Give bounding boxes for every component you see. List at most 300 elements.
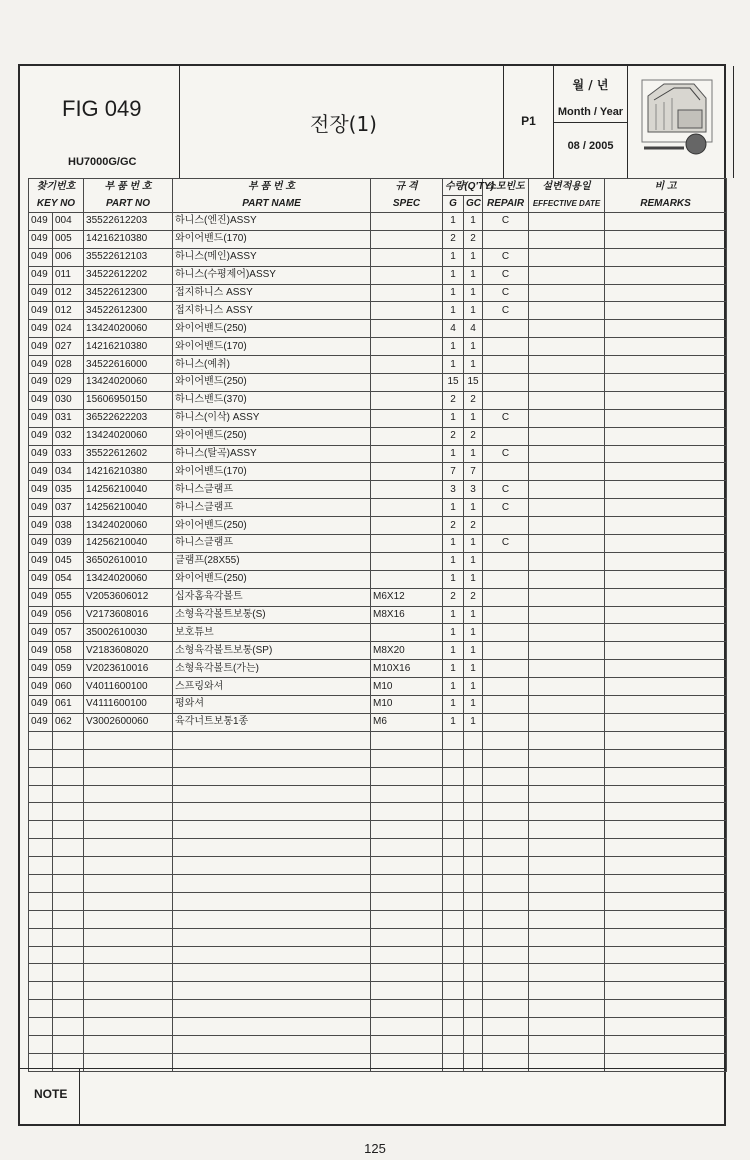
cell-part-name: 평와셔 <box>173 696 371 714</box>
cell-effective-date <box>529 499 605 517</box>
cell-part-name <box>173 731 371 749</box>
cell-effective-date <box>529 713 605 731</box>
cell-effective-date <box>529 481 605 499</box>
cell-fig: 049 <box>29 570 53 588</box>
cell-remarks <box>605 964 727 982</box>
cell-remarks <box>605 696 727 714</box>
cell-key: 055 <box>53 588 84 606</box>
cell-part-name <box>173 892 371 910</box>
cell-spec <box>371 230 443 248</box>
cell-fig: 049 <box>29 338 53 356</box>
fig-number: FIG 049 <box>62 96 142 121</box>
cell-repair: C <box>483 445 529 463</box>
cell-part-name: 소형육각볼트보통(S) <box>173 606 371 624</box>
table-row <box>29 928 727 946</box>
cell-part-no: V2053606012 <box>84 588 173 606</box>
cell-repair <box>483 374 529 392</box>
cell-fig: 049 <box>29 713 53 731</box>
cell-spec <box>371 463 443 481</box>
cell-effective-date <box>529 463 605 481</box>
table-row <box>29 821 727 839</box>
cell-spec <box>371 284 443 302</box>
cell-part-no: 13424020060 <box>84 320 173 338</box>
cell-qty-g <box>443 928 464 946</box>
cell-qty-g <box>443 910 464 928</box>
cell-key: 061 <box>53 696 84 714</box>
cell-part-no <box>84 857 173 875</box>
cell-remarks <box>605 230 727 248</box>
cell-qty-g <box>443 1000 464 1018</box>
cell-repair <box>483 338 529 356</box>
cell-remarks <box>605 391 727 409</box>
cell-fig: 049 <box>29 660 53 678</box>
cell-repair <box>483 821 529 839</box>
cell-key <box>53 767 84 785</box>
table-row <box>29 481 727 499</box>
cell-repair: C <box>483 409 529 427</box>
title-cell <box>180 66 504 178</box>
cell-remarks <box>605 731 727 749</box>
cell-qty-gc: 1 <box>464 642 483 660</box>
cell-part-name <box>173 749 371 767</box>
cell-qty-g: 3 <box>443 481 464 499</box>
cell-fig <box>29 803 53 821</box>
cell-remarks <box>605 624 727 642</box>
page-number: 125 <box>364 1141 386 1156</box>
cell-key: 005 <box>53 230 84 248</box>
cell-part-no: 13424020060 <box>84 517 173 535</box>
table-row <box>29 427 727 445</box>
cell-spec <box>371 1000 443 1018</box>
cell-key <box>53 910 84 928</box>
cell-key: 059 <box>53 660 84 678</box>
cell-fig: 049 <box>29 445 53 463</box>
cell-part-name <box>173 839 371 857</box>
cell-repair <box>483 982 529 1000</box>
cell-key: 060 <box>53 678 84 696</box>
cell-remarks <box>605 1018 727 1036</box>
cell-repair <box>483 785 529 803</box>
cell-part-name: 하니스클램프 <box>173 481 371 499</box>
cell-key: 029 <box>53 374 84 392</box>
cell-qty-g: 1 <box>443 642 464 660</box>
table-row <box>29 874 727 892</box>
cell-qty-g <box>443 785 464 803</box>
cell-repair <box>483 427 529 445</box>
cell-repair <box>483 320 529 338</box>
cell-remarks <box>605 409 727 427</box>
date-label-kr: 월 / 년 <box>572 78 609 92</box>
cell-part-no: 13424020060 <box>84 570 173 588</box>
cell-repair: C <box>483 266 529 284</box>
cell-spec <box>371 803 443 821</box>
table-row <box>29 517 727 535</box>
cell-remarks <box>605 660 727 678</box>
cell-qty-g <box>443 982 464 1000</box>
cell-part-name: 하니스클램프 <box>173 535 371 553</box>
cell-effective-date <box>529 213 605 231</box>
cell-spec <box>371 409 443 427</box>
cell-spec: M6X12 <box>371 588 443 606</box>
cell-spec <box>371 767 443 785</box>
cell-part-name: 접지하니스 ASSY <box>173 284 371 302</box>
cell-remarks <box>605 713 727 731</box>
table-row <box>29 499 727 517</box>
cell-qty-gc: 1 <box>464 713 483 731</box>
cell-part-no: 36502610010 <box>84 552 173 570</box>
cell-key: 024 <box>53 320 84 338</box>
cell-repair <box>483 552 529 570</box>
table-row <box>29 302 727 320</box>
table-row <box>29 320 727 338</box>
col-qty-kr: 수량(Q'TY) <box>443 179 483 196</box>
cell-effective-date <box>529 517 605 535</box>
cell-part-no: V2173608016 <box>84 606 173 624</box>
cell-repair <box>483 517 529 535</box>
cell-spec <box>371 481 443 499</box>
date-cell <box>554 66 628 178</box>
table-row <box>29 857 727 875</box>
col-key-kr: 찾기번호 <box>29 179 84 196</box>
cell-part-no <box>84 749 173 767</box>
cell-effective-date <box>529 731 605 749</box>
cell-qty-g <box>443 964 464 982</box>
cell-effective-date <box>529 409 605 427</box>
cell-part-no: 34522616000 <box>84 356 173 374</box>
cell-qty-g: 1 <box>443 445 464 463</box>
cell-part-name <box>173 928 371 946</box>
cell-repair <box>483 660 529 678</box>
cell-repair <box>483 230 529 248</box>
cell-part-no <box>84 785 173 803</box>
cell-fig: 049 <box>29 320 53 338</box>
cell-spec <box>371 874 443 892</box>
cell-key: 038 <box>53 517 84 535</box>
cell-part-name <box>173 874 371 892</box>
cell-spec <box>371 535 443 553</box>
cell-spec <box>371 338 443 356</box>
cell-fig <box>29 821 53 839</box>
cell-repair <box>483 731 529 749</box>
cell-qty-g: 1 <box>443 535 464 553</box>
cell-key <box>53 892 84 910</box>
cell-remarks <box>605 749 727 767</box>
cell-repair: C <box>483 213 529 231</box>
cell-repair <box>483 928 529 946</box>
col-remarks-kr: 비 고 <box>605 179 727 196</box>
cell-fig: 049 <box>29 552 53 570</box>
cell-qty-gc <box>464 982 483 1000</box>
table-row <box>29 785 727 803</box>
cell-repair <box>483 767 529 785</box>
cell-qty-g <box>443 839 464 857</box>
cell-spec <box>371 982 443 1000</box>
cell-fig <box>29 767 53 785</box>
cell-qty-g: 1 <box>443 409 464 427</box>
cell-repair <box>483 946 529 964</box>
cell-spec <box>371 302 443 320</box>
cell-spec <box>371 821 443 839</box>
cell-part-no <box>84 874 173 892</box>
cell-qty-g: 1 <box>443 213 464 231</box>
cell-effective-date <box>529 302 605 320</box>
cell-fig: 049 <box>29 213 53 231</box>
cell-effective-date <box>529 660 605 678</box>
table-row <box>29 588 727 606</box>
cell-qty-gc <box>464 803 483 821</box>
cell-part-no <box>84 1018 173 1036</box>
cell-part-name: 하니스(탈곡)ASSY <box>173 445 371 463</box>
cell-qty-g <box>443 1018 464 1036</box>
cell-part-no: 14256210040 <box>84 481 173 499</box>
cell-remarks <box>605 570 727 588</box>
cell-qty-gc <box>464 874 483 892</box>
cell-spec <box>371 374 443 392</box>
cell-part-no: 14216210380 <box>84 338 173 356</box>
note-section <box>20 1068 724 1124</box>
cell-key: 006 <box>53 248 84 266</box>
cell-part-no: 15606950150 <box>84 391 173 409</box>
cell-fig <box>29 749 53 767</box>
table-row <box>29 338 727 356</box>
cell-part-name: 하니스(이삭) ASSY <box>173 409 371 427</box>
cell-effective-date <box>529 857 605 875</box>
cell-qty-gc: 2 <box>464 230 483 248</box>
cell-effective-date <box>529 356 605 374</box>
cell-qty-g: 1 <box>443 284 464 302</box>
cell-spec: M10 <box>371 678 443 696</box>
cell-qty-gc: 1 <box>464 606 483 624</box>
cell-qty-gc: 1 <box>464 445 483 463</box>
cell-part-name <box>173 910 371 928</box>
cell-qty-gc: 1 <box>464 535 483 553</box>
cell-fig: 049 <box>29 409 53 427</box>
table-row <box>29 356 727 374</box>
cell-fig <box>29 910 53 928</box>
cell-key: 037 <box>53 499 84 517</box>
cell-remarks <box>605 892 727 910</box>
cell-fig: 049 <box>29 391 53 409</box>
cell-part-name: 스프링와셔 <box>173 678 371 696</box>
combine-harvester-icon <box>634 74 726 166</box>
cell-fig <box>29 892 53 910</box>
cell-spec <box>371 248 443 266</box>
table-row <box>29 570 727 588</box>
cell-spec <box>371 427 443 445</box>
cell-part-name: 하니스클램프 <box>173 499 371 517</box>
cell-part-name <box>173 1035 371 1053</box>
cell-part-no: V2023610016 <box>84 660 173 678</box>
header-row-kr <box>29 179 727 196</box>
table-row <box>29 391 727 409</box>
cell-fig: 049 <box>29 284 53 302</box>
cell-spec <box>371 964 443 982</box>
cell-remarks <box>605 248 727 266</box>
cell-key <box>53 1035 84 1053</box>
cell-remarks <box>605 374 727 392</box>
cell-part-name <box>173 821 371 839</box>
cell-remarks <box>605 982 727 1000</box>
cell-remarks <box>605 213 727 231</box>
cell-qty-g: 1 <box>443 678 464 696</box>
table-row <box>29 230 727 248</box>
machine-illustration-cell <box>628 66 734 178</box>
cell-spec <box>371 445 443 463</box>
table-row <box>29 749 727 767</box>
cell-remarks <box>605 535 727 553</box>
cell-remarks <box>605 463 727 481</box>
cell-repair <box>483 964 529 982</box>
cell-qty-g: 1 <box>443 302 464 320</box>
table-row <box>29 946 727 964</box>
table-row <box>29 445 727 463</box>
cell-fig: 049 <box>29 463 53 481</box>
table-row <box>29 1000 727 1018</box>
cell-qty-g <box>443 892 464 910</box>
table-row <box>29 535 727 553</box>
cell-part-no: 35522612103 <box>84 248 173 266</box>
cell-qty-gc: 1 <box>464 660 483 678</box>
cell-qty-gc <box>464 928 483 946</box>
cell-spec <box>371 624 443 642</box>
cell-remarks <box>605 785 727 803</box>
cell-qty-g: 1 <box>443 570 464 588</box>
cell-part-no: V2183608020 <box>84 642 173 660</box>
cell-part-name: 와이어밴드(250) <box>173 374 371 392</box>
cell-effective-date <box>529 964 605 982</box>
cell-part-no: 36522622203 <box>84 409 173 427</box>
cell-remarks <box>605 338 727 356</box>
cell-effective-date <box>529 892 605 910</box>
cell-qty-gc: 1 <box>464 678 483 696</box>
cell-qty-g <box>443 874 464 892</box>
cell-qty-gc <box>464 964 483 982</box>
cell-remarks <box>605 427 727 445</box>
cell-spec <box>371 892 443 910</box>
cell-part-no: 35002610030 <box>84 624 173 642</box>
cell-remarks <box>605 857 727 875</box>
cell-part-no: 13424020060 <box>84 427 173 445</box>
cell-fig: 049 <box>29 356 53 374</box>
cell-repair <box>483 1018 529 1036</box>
cell-key: 027 <box>53 338 84 356</box>
cell-remarks <box>605 445 727 463</box>
cell-fig: 049 <box>29 517 53 535</box>
cell-key <box>53 928 84 946</box>
table-row <box>29 713 727 731</box>
cell-qty-gc <box>464 731 483 749</box>
cell-qty-gc: 7 <box>464 463 483 481</box>
cell-repair <box>483 588 529 606</box>
col-partname-en: PART NAME <box>173 196 371 213</box>
cell-effective-date <box>529 1018 605 1036</box>
cell-qty-g: 15 <box>443 374 464 392</box>
cell-effective-date <box>529 946 605 964</box>
cell-spec <box>371 928 443 946</box>
cell-part-name: 하니스(예취) <box>173 356 371 374</box>
page-label: P1 <box>521 114 536 128</box>
cell-part-no: 34522612300 <box>84 302 173 320</box>
cell-remarks <box>605 767 727 785</box>
cell-part-no: V4111600100 <box>84 696 173 714</box>
page-cell <box>504 66 554 178</box>
col-partno-kr: 부 품 번 호 <box>84 179 173 196</box>
cell-qty-gc: 1 <box>464 266 483 284</box>
cell-part-name: 소형육각볼트보통(SP) <box>173 642 371 660</box>
cell-effective-date <box>529 803 605 821</box>
cell-effective-date <box>529 874 605 892</box>
cell-fig <box>29 874 53 892</box>
cell-effective-date <box>529 642 605 660</box>
cell-qty-g: 1 <box>443 552 464 570</box>
cell-remarks <box>605 284 727 302</box>
cell-part-name: 와이어밴드(170) <box>173 230 371 248</box>
cell-repair <box>483 624 529 642</box>
cell-qty-g: 7 <box>443 463 464 481</box>
cell-repair <box>483 713 529 731</box>
table-row <box>29 642 727 660</box>
cell-part-no <box>84 821 173 839</box>
cell-spec <box>371 946 443 964</box>
cell-qty-gc: 3 <box>464 481 483 499</box>
cell-effective-date <box>529 552 605 570</box>
cell-remarks <box>605 839 727 857</box>
cell-part-name <box>173 857 371 875</box>
cell-remarks <box>605 552 727 570</box>
cell-effective-date <box>529 248 605 266</box>
cell-qty-gc: 2 <box>464 391 483 409</box>
table-row <box>29 463 727 481</box>
cell-qty-g <box>443 1035 464 1053</box>
cell-part-name: 접지하니스 ASSY <box>173 302 371 320</box>
cell-qty-g: 2 <box>443 517 464 535</box>
cell-repair <box>483 696 529 714</box>
cell-fig: 049 <box>29 230 53 248</box>
cell-key: 032 <box>53 427 84 445</box>
table-row <box>29 1035 727 1053</box>
cell-qty-gc <box>464 785 483 803</box>
date-value: 08 / 2005 <box>567 140 614 152</box>
cell-spec: M10 <box>371 696 443 714</box>
cell-qty-gc: 4 <box>464 320 483 338</box>
cell-repair <box>483 356 529 374</box>
cell-spec <box>371 1035 443 1053</box>
cell-part-no <box>84 946 173 964</box>
col-effective-kr: 설변적용일 <box>529 179 605 196</box>
col-repair-kr: 소모빈도 <box>483 179 529 196</box>
cell-qty-g <box>443 767 464 785</box>
cell-key: 054 <box>53 570 84 588</box>
cell-fig: 049 <box>29 302 53 320</box>
table-row <box>29 731 727 749</box>
cell-repair <box>483 839 529 857</box>
cell-qty-g: 1 <box>443 606 464 624</box>
table-row <box>29 839 727 857</box>
cell-repair <box>483 892 529 910</box>
cell-effective-date <box>529 910 605 928</box>
cell-key <box>53 1018 84 1036</box>
cell-remarks <box>605 910 727 928</box>
cell-part-no: 14256210040 <box>84 535 173 553</box>
cell-part-no: 34522612202 <box>84 266 173 284</box>
cell-fig <box>29 964 53 982</box>
cell-qty-gc: 1 <box>464 499 483 517</box>
cell-remarks <box>605 320 727 338</box>
cell-qty-gc: 2 <box>464 427 483 445</box>
cell-effective-date <box>529 696 605 714</box>
cell-spec <box>371 213 443 231</box>
cell-effective-date <box>529 785 605 803</box>
